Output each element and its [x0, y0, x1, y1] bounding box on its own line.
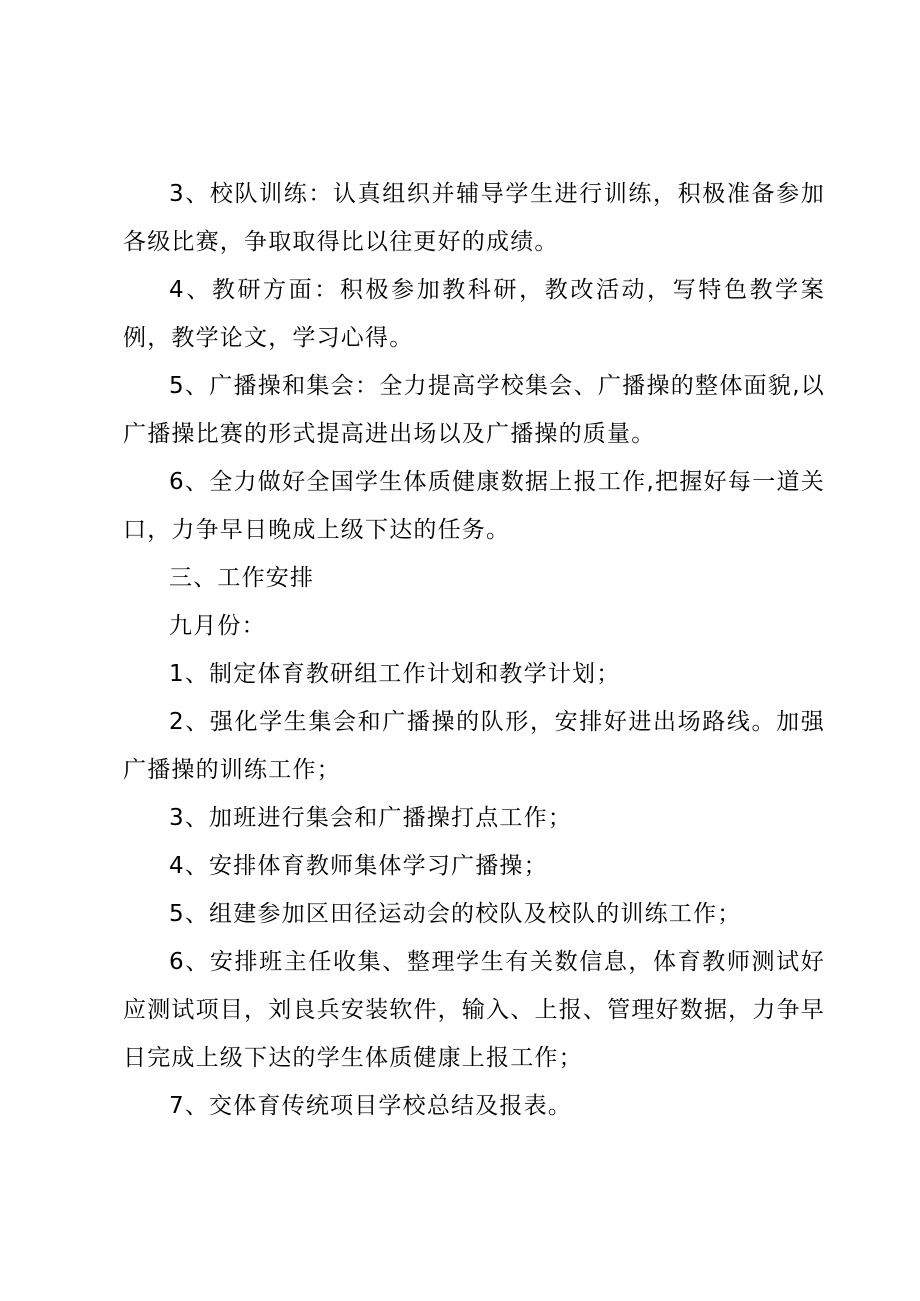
- list-item: 2、强化学生集会和广播操的队形，安排好进出场路线。加强广播操的训练工作；: [123, 709, 825, 783]
- paragraph-teaching-research: 4、教研方面：积极参加教科研，教改活动，写特色教学案例，教学论文，学习心得。: [123, 277, 825, 351]
- list-item: 4、安排体育教师集体学习广播操；: [169, 853, 548, 879]
- paragraph-school-team-training: 3、校队训练：认真组织并辅导学生进行训练，积极准备参加各级比赛，争取取得比以往更好的成绩。: [123, 181, 825, 255]
- section-heading-work-arrangement: 三、工作安排: [169, 565, 315, 591]
- paragraph-broadcast-exercise: 5、广播操和集会：全力提高学校集会、广播操的整体面貌,以广播操比赛的形式提高进出场以及广播操的质量。: [123, 373, 825, 447]
- document-body: [123, 170, 825, 1130]
- list-item: 5、组建参加区田径运动会的校队及校队的训练工作；: [169, 901, 742, 927]
- month-heading-september: 九月份：: [169, 613, 266, 639]
- paragraph-health-data-report: 6、全力做好全国学生体质健康数据上报工作,把握好每一道关口，力争早日晚成上级下达的任务。: [123, 469, 825, 543]
- list-item: 1、制定体育教研组工作计划和教学计划；: [169, 661, 621, 687]
- list-item: 3、加班进行集会和广播操打点工作；: [169, 805, 573, 831]
- list-item: 6、安排班主任收集、整理学生有关数信息，体育教师测试好应测试项目，刘良兵安装软件，输入、上报、管理好数据，力争早日完成上级下达的学生体质健康上报工作；: [123, 949, 825, 1071]
- list-item: 7、交体育传统项目学校总结及报表。: [169, 1093, 573, 1119]
